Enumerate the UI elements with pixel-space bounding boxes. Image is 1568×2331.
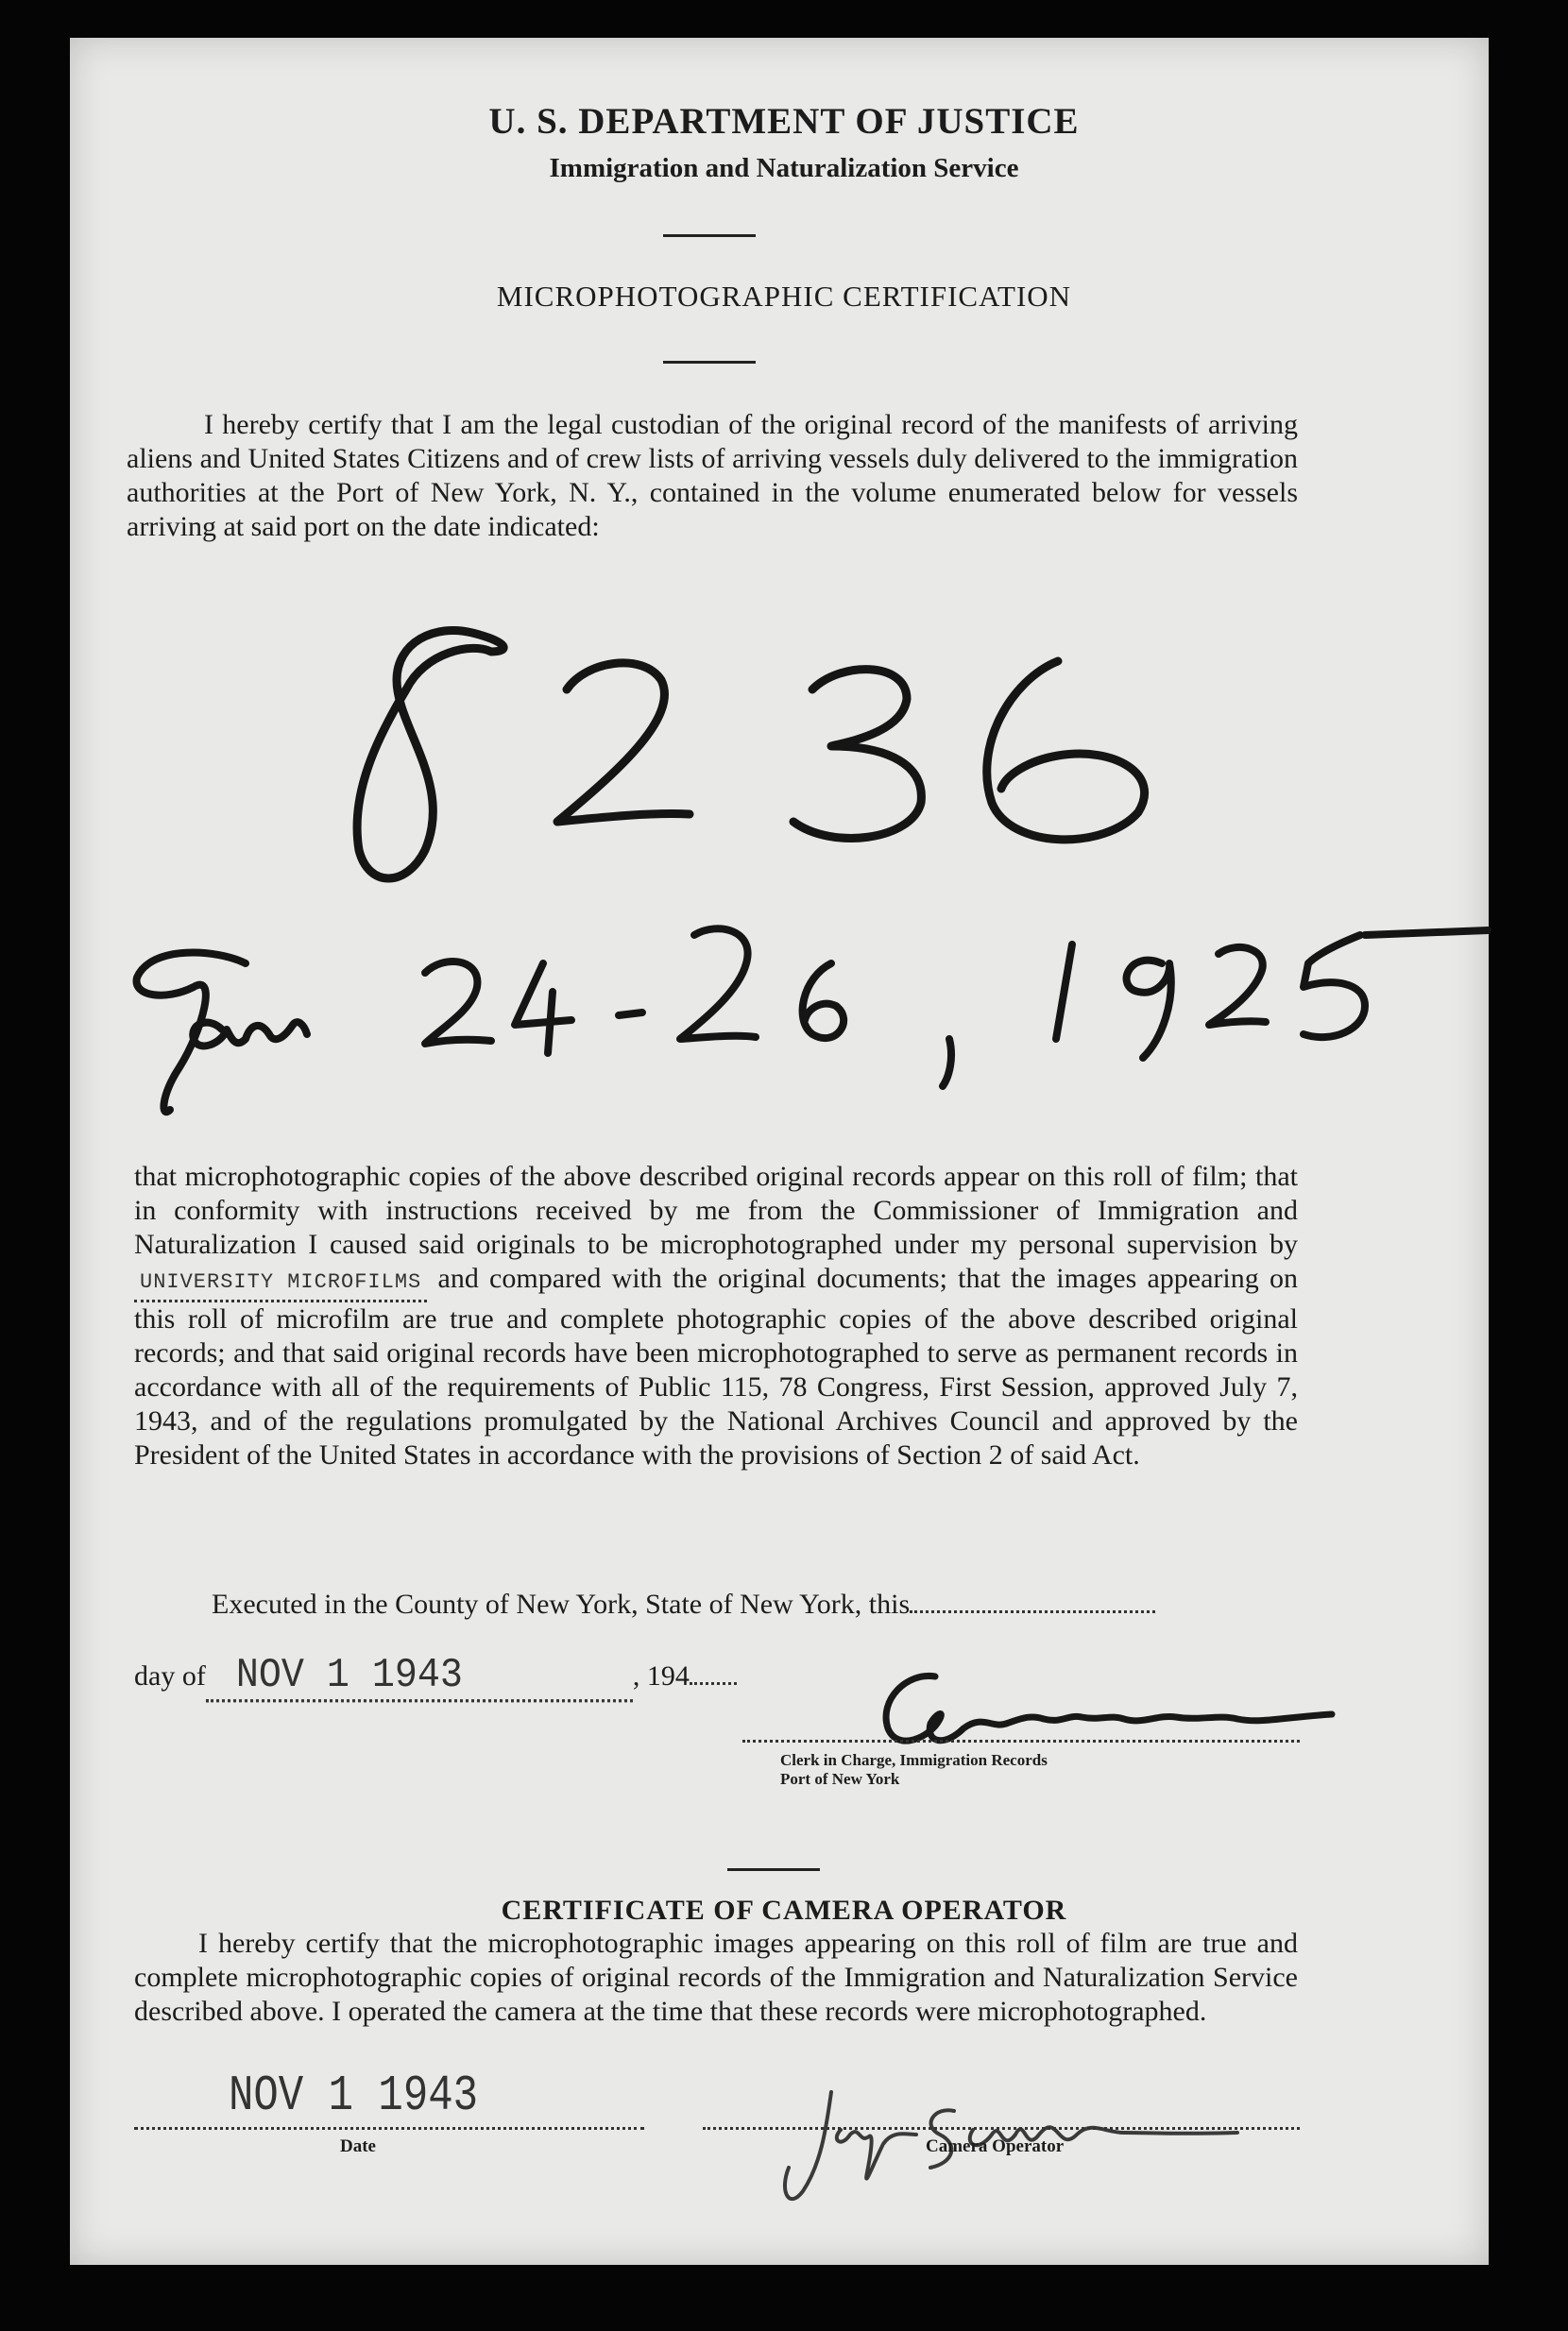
body-paragraph: [134, 1160, 1298, 1472]
body-text-before: that microphotographic copies of the above described original records appear on this roll of film; that in conformity with instructions received by me from the Commissioner of Immigration and Naturalization I caused said originals to be microphotographed under my personal supervision by: [134, 1161, 1298, 1260]
intro-paragraph: I hereby certify that I am the legal custodian of the original record of the manifests of arriving aliens and United States Citizens and of crew lists of arriving vessels duly delivered to the immigration authorities at the Port of New York, N. Y., contained in the volume enumerated below for vessels arriving at said port on the date indicated:: [127, 409, 1298, 542]
camera-operator-paragraph: I hereby certify that the microphotographic images appearing on this roll of film are true and complete microphotographic copies of original records of the Immigration and Naturalization Service described above. I operated the camera at the time that these records were microphotographed.: [134, 1928, 1298, 2027]
execution-line: [212, 1589, 1298, 1621]
department-heading: U. S. DEPARTMENT OF JUSTICE: [488, 101, 1080, 142]
handwriting-layer: [0, 0, 1568, 1133]
service-subheading: Immigration and Naturalization Service: [549, 153, 1019, 183]
divider: [727, 1868, 820, 1871]
body-text-after: and compared with the original documents; that the images appearing on this roll of microfilm are true and complete photographic copies of the above described original records; and that said original records have been microphotographed to serve as permanent records in accordance with all of the requirements of Public 115, 78 Congress, First Session, approved July 7, 1943, and of the regulations promulgated by the National Archives Council and approved by the President of the United States in accordance with the provisions of Section 2 of said Act.: [134, 1263, 1299, 1471]
camera-operator-label: Camera Operator: [926, 2136, 1065, 2156]
handwritten-volume-number: [357, 630, 1145, 878]
handwritten-date-range: [137, 928, 1488, 1112]
year-prefix: , 194: [632, 1660, 690, 1692]
certification-title: MICROPHOTOGRAPHIC CERTIFICATION: [496, 280, 1072, 313]
microfilm-company-stamp: UNIVERSITY MICROFILMS: [134, 1266, 427, 1302]
operator-signature-text: Joyce Schlosser: [765, 2078, 772, 2079]
date-label: Date: [340, 2136, 376, 2156]
clerk-title: Clerk in Charge, Immigration Records: [780, 1751, 1048, 1769]
clerk-signature-text: Geo. Bascom: [841, 1662, 846, 1663]
signature-line: [742, 1740, 1300, 1743]
execution-text: Executed in the County of New York, State of New York, this: [212, 1589, 911, 1620]
clerk-port: Port of New York: [780, 1770, 900, 1788]
day-of-label: day of: [134, 1660, 206, 1692]
day-of-line: [134, 1652, 852, 1700]
volume-number-text: 8236: [406, 850, 408, 851]
camera-operator-title: CERTIFICATE OF CAMERA OPERATOR: [501, 1895, 1067, 1926]
operator-line: [703, 2127, 1300, 2130]
execution-date-stamp: NOV 1 1943: [206, 1653, 633, 1703]
blank-day-line: [910, 1610, 1155, 1613]
date-line: [134, 2127, 644, 2130]
operator-date-stamp: NOV 1 1943: [229, 2068, 479, 2125]
